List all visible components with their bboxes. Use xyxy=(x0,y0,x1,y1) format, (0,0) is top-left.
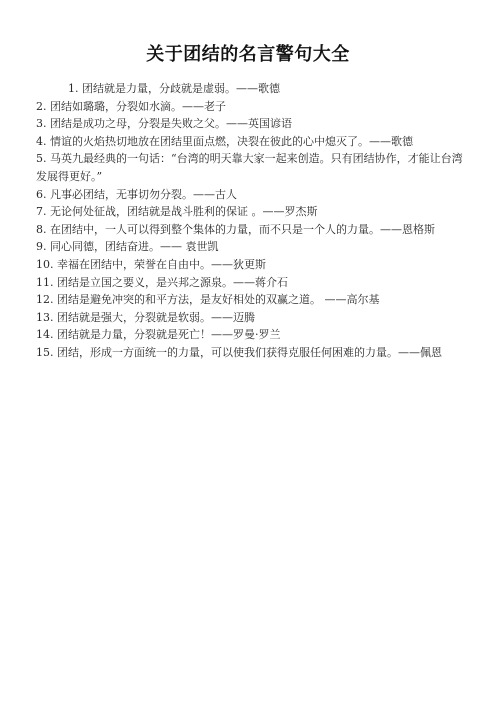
document-title: 关于团结的名言警句大全 xyxy=(146,44,350,65)
quote-item: 9. 同心同德，团结奋进。—— 袁世凯 xyxy=(36,240,219,254)
quote-item: 2. 团结如璐璐，分裂如水滴。——老子 xyxy=(36,99,226,113)
quote-item: 3. 团结是成功之母，分裂是失败之父。——英国谚语 xyxy=(36,117,292,131)
quote-item: 4. 情谊的火焰热切地放在团结里面点燃，决裂在彼此的心中熄灭了。——歌德 xyxy=(36,134,413,148)
quote-item: 14. 团结就是力量，分裂就是死亡！——罗曼·罗兰 xyxy=(36,328,281,342)
quote-item: 11. 团结是立国之要义，是兴邦之源泉。——蒋介石 xyxy=(36,275,288,289)
quote-item: 10. 幸福在团结中，荣誉在自由中。——狄更斯 xyxy=(36,257,266,271)
quote-item: 15. 团结，形成一方面统一的力量，可以使我们获得克服任何困难的力量。——佩恩 xyxy=(36,345,442,359)
quote-item: 12. 团结是避免冲突的和平方法，是友好相处的双赢之道。 ——高尔基 xyxy=(36,293,380,307)
quote-item: 13. 团结就是强大，分裂就是软弱。——迈腾 xyxy=(36,310,255,324)
quote-item: 1. 团结就是力量，分歧就是虚弱。——歌德 xyxy=(68,82,280,95)
quote-item: 5. 马英九最经典的一句话：“台湾的明天靠大家一起来创造。只有团结协作，才能让台湾发展得更好。” xyxy=(36,152,463,183)
quote-item: 6. 凡事必团结，无事切勿分裂。——古人 xyxy=(36,187,237,201)
quote-item: 7. 无论何处征战，团结就是战斗胜利的保证 。——罗杰斯 xyxy=(36,205,318,219)
quote-item: 8. 在团结中，一人可以得到整个集体的力量，而不只是一个人的力量。——恩格斯 xyxy=(36,222,435,236)
quote-list xyxy=(36,80,466,362)
